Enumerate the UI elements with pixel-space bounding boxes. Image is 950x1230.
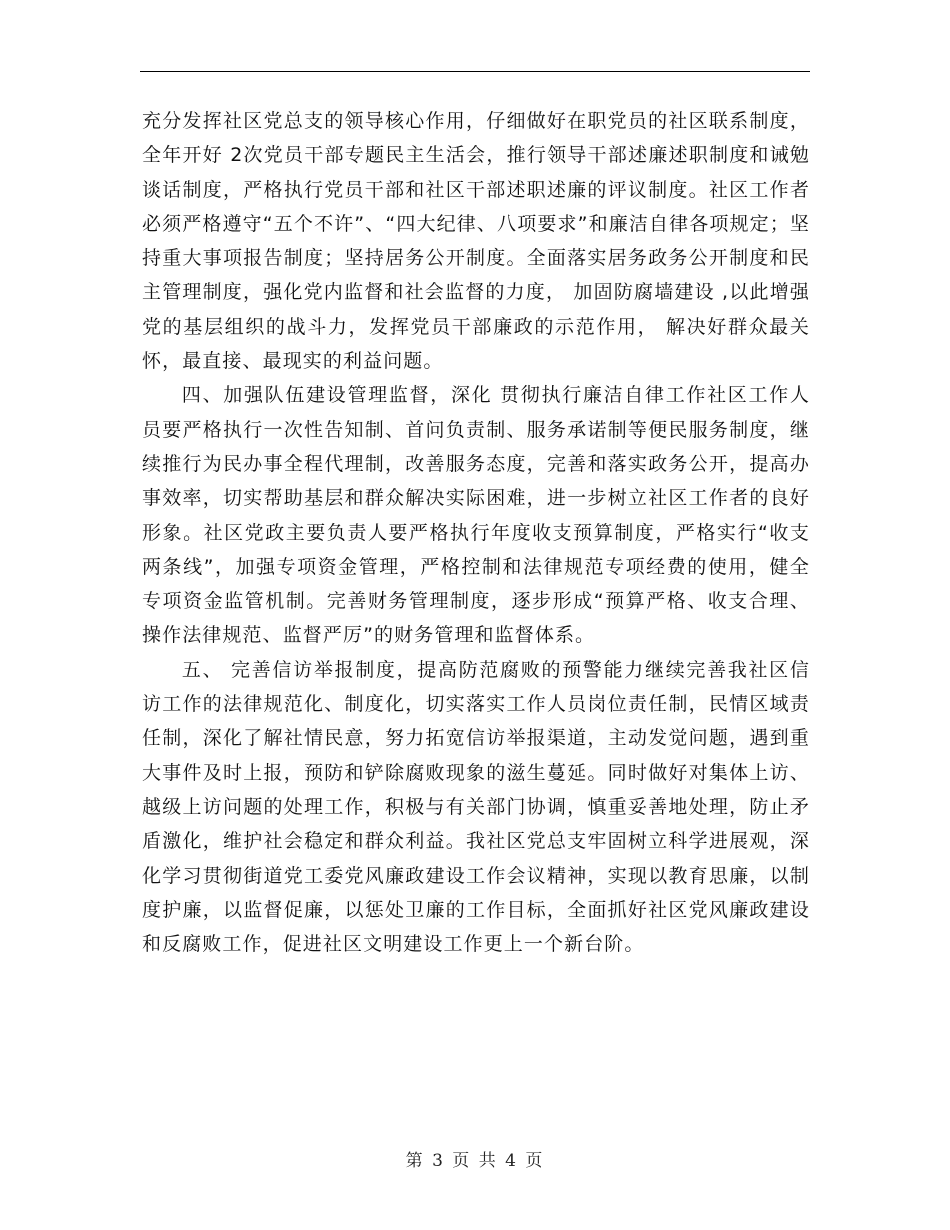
document-body	[142, 104, 810, 961]
paragraph-section-five: 五、 完善信访举报制度，提高防范腐败的预警能力继续完善我社区信访工作的法律规范化、制度化，切实落实工作人员岗位责任制，民情区域责任制，深化了解社情民意，努力拓宽信访举报渠道，主动发觉问题，遇到重大事件及时上报，预防和铲除腐败现象的滋生蔓延。同时做好对集体上访、越级上访问题的处理工作，积极与有关部门协调，慎重妥善地处理，防止矛盾激化，维护社会稳定和群众利益。我社区党总支牢固树立科学进展观，深化学习贯彻街道党工委党风廉政建设工作会议精神，实现以教育思廉，以制度护廉，以监督促廉，以惩处卫廉的工作目标，全面抓好社区党风廉政建设和反腐败工作，促进社区文明建设工作更上一个新台阶。	[142, 658, 810, 956]
page-footer	[0, 1146, 950, 1171]
paragraph-intro: 充分发挥社区党总支的领导核心作用，仔细做好在职党员的社区联系制度，全年开好 2次党员干部专题民主生活会，推行领导干部述廉述职制度和诫勉谈话制度，严格执行党员干部和社区干部述职述廉的评议制度。社区工作者必须严格遵守“五个不许”、“四大纪律、八项要求”和廉洁自律各项规定；坚持重大事项报告制度；坚持居务公开制度。全面落实居务政务公开制度和民主管理制度，强化党内监督和社会监督的力度， 加固防腐墙建设 ,以此增强党的基层组织的战斗力，发挥党员干部廉政的示范作用， 解决好群众最关怀，最直接、最现实的利益问题。	[142, 110, 810, 373]
paragraph-section-four: 四、加强队伍建设管理监督，深化 贯彻执行廉洁自律工作社区工作人员要严格执行一次性告知制、首问负责制、服务承诺制等便民服务制度，继续推行为民办事全程代理制，改善服务态度，完善和落实政务公开，提高办事效率，切实帮助基层和群众解决实际困难，进一步树立社区工作者的良好形象。社区党政主要负责人要严格执行年度收支预算制度，严格实行“收支两条线”，加强专项资金管理，严格控制和法律规范专项经费的使用，健全专项资金监管机制。完善财务管理制度，逐步形成“预算严格、收支合理、操作法律规范、监督严厉”的财务管理和监督体系。	[142, 384, 810, 647]
header-rule	[140, 71, 810, 72]
page-number-label: 第 3 页 共 4 页	[405, 1151, 545, 1171]
